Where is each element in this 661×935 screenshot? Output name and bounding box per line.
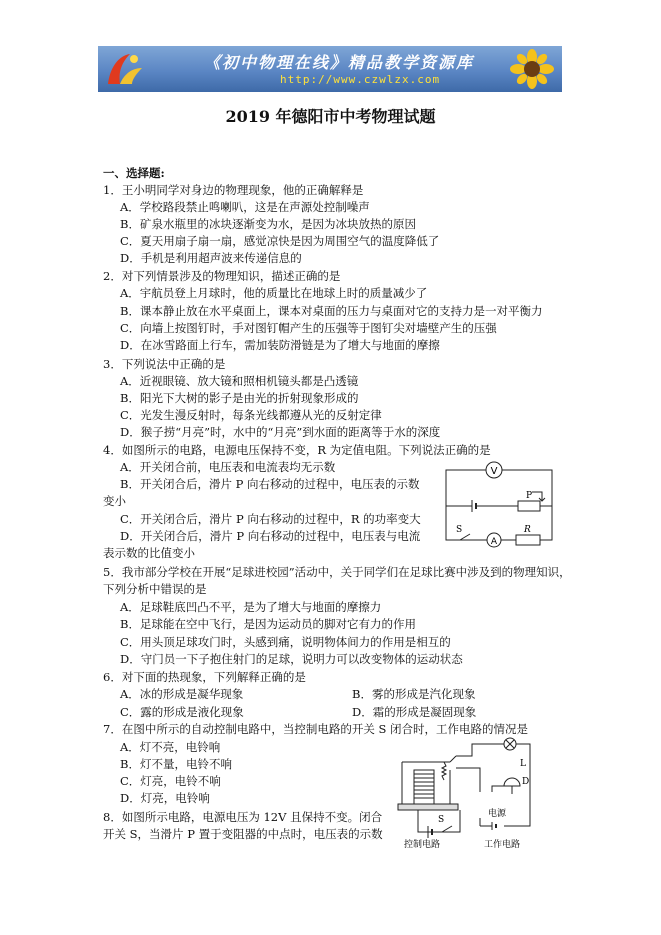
q4-option-c: C．开关闭合后，滑片 P 向右移动的过程中，R 的功率变大 (120, 512, 421, 526)
q3-option-c: C．光发生漫反射时，每条光线都遵从光的反射定律 (120, 408, 382, 422)
q7-option-a: A．灯不亮，电铃响 (120, 740, 221, 754)
q5-option-a: A．足球鞋底凹凸不平，是为了增大与地面的摩擦力 (120, 600, 382, 614)
q2-option-b: B．课本静止放在水平桌面上，课本对桌面的压力与桌面对它的支持力是一对平衡力 (120, 304, 543, 318)
q3-option-b: B．阳光下大树的影子是由光的折射现象形成的 (120, 391, 359, 405)
question-8-stem-cont: 开关 S，当滑片 P 置于变阻器的中点时，电压表的示数 (103, 827, 383, 841)
q4-option-b-cont: 变小 (103, 494, 126, 508)
bell-d-label: D (522, 777, 530, 787)
q5-option-b: B．足球能在空中飞行，是因为运动员的脚对它有力的作用 (120, 617, 416, 631)
header-banner (98, 46, 562, 92)
q7-relay-circuit-figure (392, 736, 560, 848)
q2-option-d: D．在冰雪路面上行车，需加装防滑链是为了增大与地面的摩擦 (120, 338, 440, 352)
control-switch-s-label: S (438, 815, 445, 825)
q6-option-d: D．霜的形成是凝固现象 (352, 705, 477, 719)
banner-title: 《初中物理在线》精品教学资源库 (204, 53, 475, 72)
q1-option-a: A．学校路段禁止鸣喇叭，这是在声源处控制噪声 (120, 200, 370, 214)
resistor-r-label: R (524, 525, 531, 535)
control-circuit-label: 控制电路 (404, 840, 441, 848)
working-circuit-label: 工作电路 (484, 840, 521, 848)
q3-option-d: D．猴子捞“月亮”时，水中的“月亮”到水面的距离等于水的深度 (120, 425, 441, 439)
question-5-stem-cont: 下列分析中错误的是 (103, 582, 207, 596)
question-3-stem: 3．下列说法中正确的是 (103, 357, 226, 371)
section-heading: 一、选择题: (103, 166, 165, 180)
q7-option-b: B．灯不量，电铃不响 (120, 757, 232, 771)
question-6-stem: 6．对下面的热现象，下列解释正确的是 (103, 670, 306, 684)
question-7-stem: 7．在图中所示的自动控制电路中，当控制电路的开关 S 闭合时，工作电路的情况是 (103, 722, 529, 736)
q4-option-a: A．开关闭合前，电压表和电流表均无示数 (120, 460, 336, 474)
q3-option-a: A．近视眼镜、放大镜和照相机镜头都是凸透镜 (120, 374, 359, 388)
banner-url[interactable]: http://www.czwlzx.com (280, 73, 441, 86)
q1-option-d: D．手机是利用超声波来传递信息的 (120, 251, 302, 265)
q7-option-d: D．灯亮，电铃响 (120, 791, 210, 805)
q5-option-d: D．守门员一下子抱住射门的足球，说明力可以改变物体的运动状态 (120, 652, 463, 666)
q6-option-a: A．冰的形成是凝华现象 (120, 687, 244, 701)
q7-option-c: C．灯亮，电铃不响 (120, 774, 221, 788)
q4-circuit-figure (440, 458, 560, 550)
site-logo-icon (104, 50, 144, 88)
q5-option-c: C．用头顶足球攻门时，头感到痛，说明物体间力的作用是相互的 (120, 635, 451, 649)
question-4-stem: 4．如图所示的电路，电源电压保持不变，R 为定值电阻。下列说法正确的是 (103, 443, 491, 457)
q4-option-b: B．开关闭合后，滑片 P 向右移动的过程中，电压表的示数 (120, 477, 420, 491)
q2-option-a: A．宇航员登上月球时，他的质量比在地球上时的质量减少了 (120, 286, 428, 300)
slider-p-label: P (526, 491, 533, 501)
question-5-stem: 5．我市部分学校在开展“足球进校园”活动中，关于同学们在足球比赛中涉及到的物理知识， (103, 565, 571, 579)
q2-option-c: C．向墙上按图钉时，手对图钉帽产生的压强等于图钉尖对墙壁产生的压强 (120, 321, 497, 335)
ammeter-label: A (490, 537, 498, 547)
q1-option-c: C．夏天用扇子扇一扇，感觉凉快是因为周围空气的温度降低了 (120, 234, 440, 248)
question-1-stem: 1．王小明同学对身边的物理现象，他的正确解释是 (103, 183, 364, 197)
power-source-label: 电源 (488, 809, 507, 819)
switch-s-label: S (456, 525, 463, 535)
q4-option-d-cont: 表示数的比值变小 (103, 546, 195, 560)
q6-option-b: B．雾的形成是汽化现象 (352, 687, 476, 701)
q6-option-c: C．露的形成是液化现象 (120, 705, 244, 719)
question-8-stem: 8．如图所示电路，电源电压为 12V 且保持不变。闭合 (103, 810, 383, 824)
q1-option-b: B．矿泉水瓶里的冰块逐渐变为水，是因为冰块放热的原因 (120, 217, 416, 231)
q4-option-d: D．开关闭合后，滑片 P 向右移动的过程中，电压表与电流 (120, 529, 421, 543)
lamp-l-label: L (520, 759, 526, 769)
question-2-stem: 2．对下列情景涉及的物理知识，描述正确的是 (103, 269, 341, 283)
page-title: 2019 年德阳市中考物理试题 (225, 107, 436, 126)
voltmeter-label: V (490, 466, 498, 477)
sunflower-icon (508, 49, 556, 89)
